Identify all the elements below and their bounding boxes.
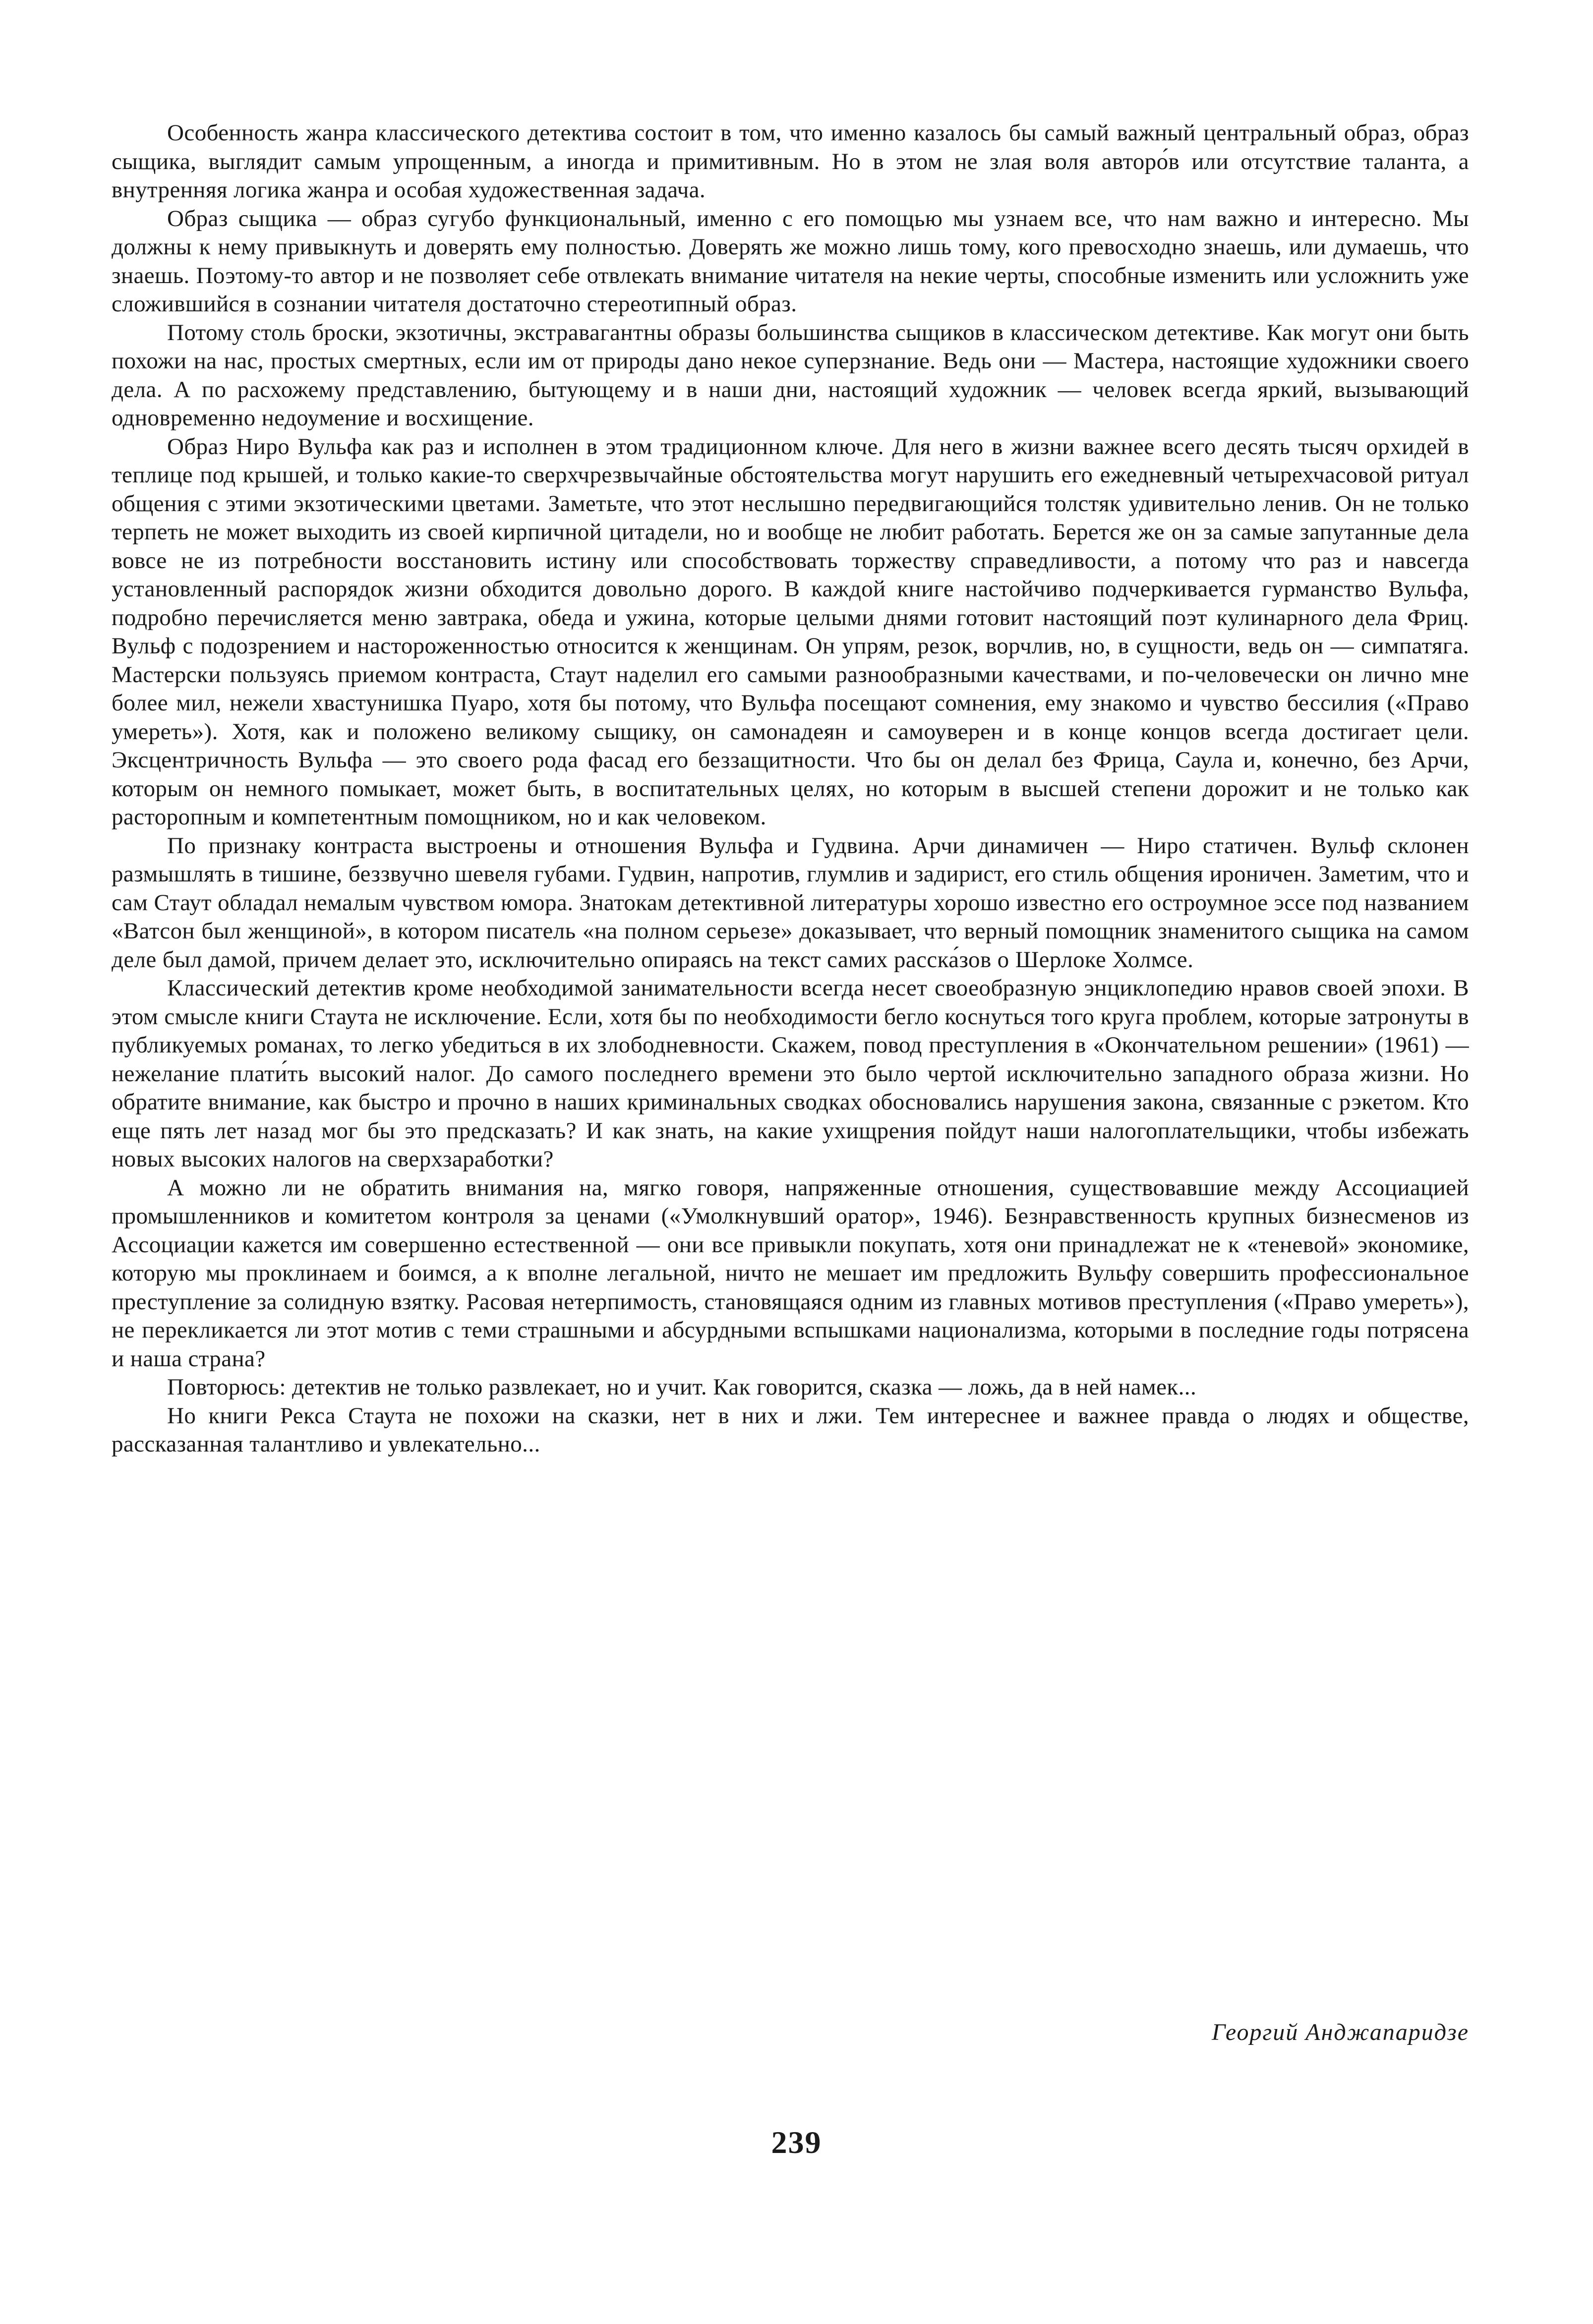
page-number: 239: [771, 2125, 822, 2160]
paragraph: Образ сыщика — образ сугубо функциональный, именно с его помощью мы узнаем все, что нам важно и интересно. Мы должны к нему привыкнуть и доверять ему полностью. Доверять же можно лишь тому, кого превосходно знаешь, или думаешь, что знаешь. Поэтому-то автор и не позволяет себе отвлекать внимание читателя на некие черты, способные изменить или усложнить уже сложившийся в сознании читателя достаточно стереотипный образ.: [112, 205, 1469, 317]
article-body: [112, 119, 1469, 1459]
paragraph: Повторюсь: детектив не только развлекает, но и учит. Как говорится, сказка — ложь, да в ней намек...: [167, 1374, 1197, 1400]
paragraph: Особенность жанра классического детектива состоит в том, что именно казалось бы самый важный центральный образ, образ сыщика, выглядит самым упрощенным, а иногда и примитивным. Но в этом не злая воля авторо́в или отсутствие таланта, а внутренняя логика жанра и особая художественная задача.: [112, 120, 1469, 203]
author-signature: Георгий Анджапаридзе: [1211, 2019, 1469, 2045]
paragraph: Классический детектив кроме необходимой занимательности всегда несет своеобразную энциклопедию нравов своей эпохи. В этом смысле книги Стаута не исключение. Если, хотя бы по необходимости бегло коснуться того круга проблем, которые затронуты в публикуемых романах, то легко убедиться в их злободневности. Скажем, повод преступления в «Окончательном решении» (1961) — нежелание плати́ть высокий налог. До самого последнего времени это было чертой исключительно западного образа жизни. Но обратите внимание, как быстро и прочно в наших криминальных сводках обосновались нарушения закона, связанные с рэкетом. Кто еще пять лет назад мог бы это предсказать? И как знать, на какие ухищрения пойдут наши налогоплательщики, чтобы избежать новых высоких налогов на сверхзаработки?: [112, 975, 1469, 1172]
paragraph: Но книги Рекса Стаута не похожи на сказки, нет в них и лжи. Тем интереснее и важнее правда о людях и обществе, рассказанная талантливо и увлекательно...: [112, 1402, 1469, 1457]
paragraph: Потому столь броски, экзотичны, экстравагантны образы большинства сыщиков в классическом детективе. Как могут они быть похожи на нас, простых смертных, если им от природы дано некое суперзнание. Ведь они — Мастера, настоящие художники своего дела. А по расхожему представлению, бытующему и в наши дни, настоящий художник — человек всегда яркий, вызывающий одновременно недоумение и восхищение.: [112, 319, 1469, 431]
paragraph: Образ Ниро Вульфа как раз и исполнен в этом традиционном ключе. Для него в жизни важнее всего десять тысяч орхидей в теплице под крышей, и только какие-то сверхчрезвычайные обстоятельства могут нарушить его ежедневный четырехчасовой ритуал общения с этими экзотическими цветами. Заметьте, что этот неслышно передвигающийся толстяк удивительно ленив. Он не только терпеть не может выходить из своей кирпичной цитадели, но и вообще не любит работать. Берется же он за самые запутанные дела вовсе не из потребности восстановить истину или способствовать торжеству справедливости, а потому что раз и навсегда установленный распорядок жизни обходится довольно дорого. В каждой книге настойчиво подчеркивается гурманство Вульфа, подробно перечисляется меню завтрака, обеда и ужина, которые целыми днями готовит настоящий поэт кулинарного дела Фриц. Вульф с подозрением и настороженностью относится к женщинам. Он упрям, резок, ворчлив, но, в сущности, ведь он — симпатяга. Мастерски пользуясь приемом контраста, Стаут наделил его самыми разнообразными качествами, и по-человечески он лично мне более мил, нежели хвастунишка Пуаро, хотя бы потому, что Вульфа посещают сомнения, ему знакомо и чувство бессилия («Право умереть»). Хотя, как и положено великому сыщику, он самонадеян и самоуверен и в конце концов всегда достигает цели. Эксцентричность Вульфа — это своего рода фасад его беззащитности. Что бы он делал без Фрица, Саула и, конечно, без Арчи, которым он немного помыкает, может быть, в воспитательных целях, но которым в высшей степени дорожит и не только как расторопным и компетентным помощником, но и как человеком.: [112, 433, 1469, 830]
paragraph: По признаку контраста выстроены и отношения Вульфа и Гудвина. Арчи динамичен — Ниро статичен. Вульф склонен размышлять в тишине, беззвучно шевеля губами. Гудвин, напротив, глумлив и задирист, его стиль общения ироничен. Заметим, что и сам Стаут обладал немалым чувством юмора. Знатокам детективной литературы хорошо известно его остроумное эссе под названием «Ватсон был женщиной», в котором писатель «на полном серьезе» доказывает, что верный помощник знаменитого сыщика на самом деле был дамой, причем делает это, исключительно опираясь на текст самих расска́зов о Шерлоке Холмсе.: [112, 832, 1469, 973]
paragraph: А можно ли не обратить внимания на, мягко говоря, напряженные отношения, существовавшие между Ассоциацией промышленников и комитетом контроля за ценами («Умолкнувший оратор», 1946). Безнравственность крупных бизнесменов из Ассоциации кажется им совершенно естественной — они все привыкли покупать, хотя они принадлежат не к «теневой» экономике, которую мы проклинаем и боимся, а к вполне легальной, ничто не мешает им предложить Вульфу совершить профессиональное преступление за солидную взятку. Расовая нетерпимость, становящаяся одним из главных мотивов преступления («Право умереть»), не перекликается ли этот мотив с теми страшными и абсурдными вспышками национализма, которыми в последние годы потрясена и наша страна?: [112, 1174, 1469, 1372]
